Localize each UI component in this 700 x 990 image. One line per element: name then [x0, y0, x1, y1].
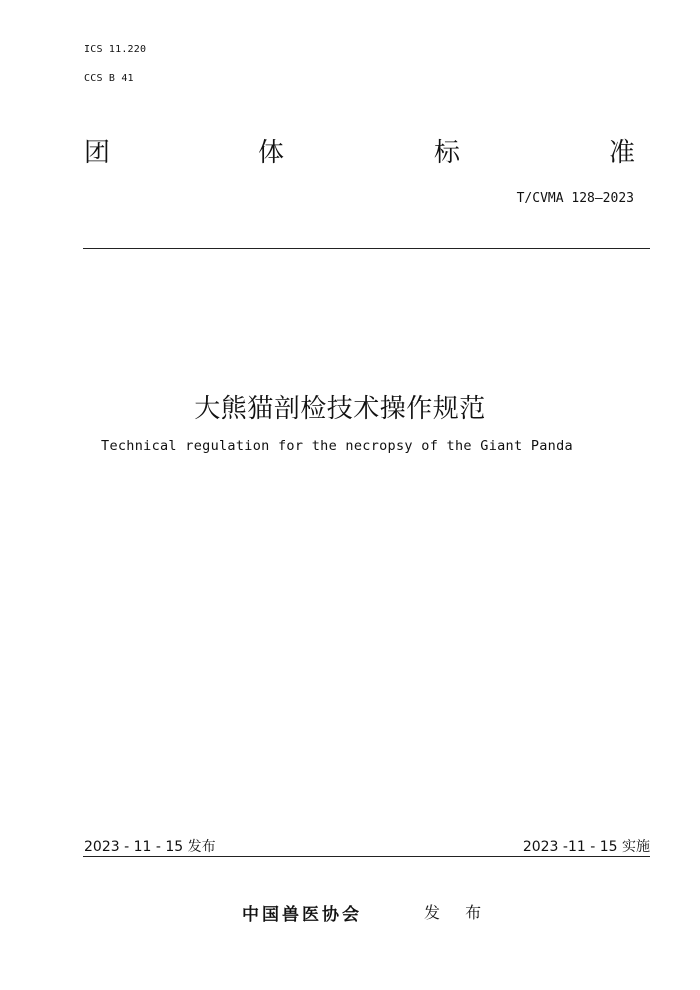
- standard-type-char-4: 准: [609, 138, 636, 168]
- standard-type-char-2: 体: [258, 138, 285, 168]
- standard-type-char-1: 团: [84, 138, 111, 168]
- ics-code: ICS 11.220: [84, 44, 147, 55]
- standard-number: T/CVMA 128—2023: [516, 191, 634, 206]
- ccs-code: CCS B 41: [84, 73, 134, 84]
- issue-date: 2023 - 11 - 15 发布: [84, 839, 216, 855]
- implementation-date: 2023 -11 - 15 实施: [522, 839, 650, 855]
- issue-label: 发 布: [424, 903, 492, 922]
- footer-divider: [83, 856, 650, 857]
- issuing-organization: 中国兽医协会: [242, 905, 362, 925]
- title-chinese: 大熊猫剖检技术操作规范: [194, 394, 486, 424]
- header-divider: [83, 248, 650, 249]
- title-english: Technical regulation for the necropsy of the Giant Panda: [101, 438, 573, 454]
- standard-type-char-3: 标: [434, 138, 461, 168]
